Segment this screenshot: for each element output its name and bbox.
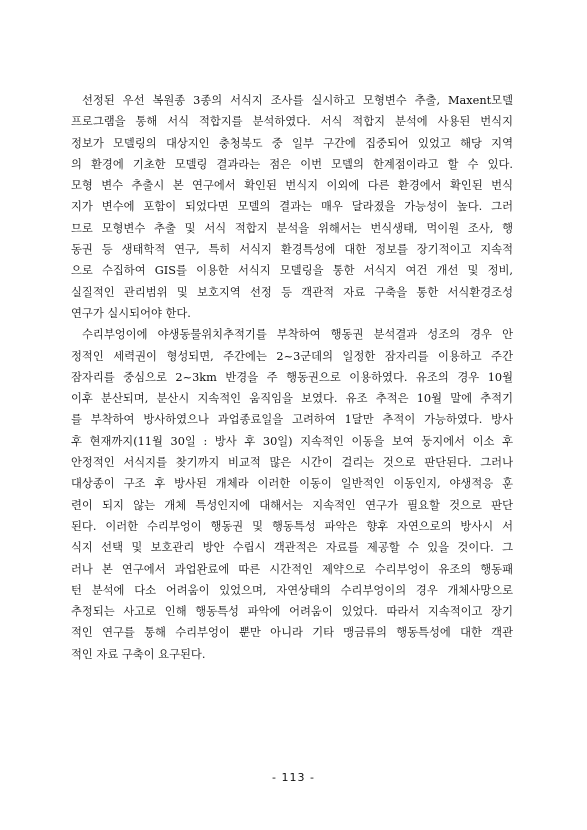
text-line: 대상종이 구조 후 방사된 개체라 이러한 이동이 일반적인 이동인지, 야생적응 훈	[71, 477, 513, 491]
text-line: 후 현재까지(11월 30일 : 방사 후 30일) 지속적인 이동을 보여 둥지에서 이소 후	[71, 434, 513, 448]
text-line: 이후 분산되며, 분산시 지속적인 움직임을 보였다. 유조 추적은 10월 말에 추적기	[71, 392, 513, 406]
text-line: 지가 변수에 포함이 되었다면 모델의 결과는 매우 달라졌을 가능성이 높다. 그러	[71, 200, 513, 214]
text-line: 식지 선택 및 보호관리 방안 수립시 객관적은 자료를 제공할 수 있을 것이다. 그	[71, 541, 513, 555]
text-line: 잠자리를 중심으로 2~3km 반경을 주 행동권으로 이용하였다. 유조의 경우 10월	[71, 370, 513, 384]
text-line: 연구가 실시되어야 한다.	[71, 306, 191, 320]
text-line: 련이 되지 않는 개체 특성인지에 대해서는 지속적인 연구가 필요할 것으로 판단	[71, 498, 513, 512]
body-text	[71, 90, 513, 665]
text-line: 추정되는 사고로 인해 행동특성 파악에 어려움이 있었다. 따라서 지속적이고 장기	[71, 605, 513, 619]
paragraph-habitat-modeling	[71, 90, 513, 324]
text-line: 실질적인 관리범위 및 보호지역 선정 등 객관적 자료 구축을 통한 서식환경조성	[71, 285, 513, 299]
text-line: 적인 자료 구축이 요구된다.	[71, 647, 206, 661]
text-line: 프로그램을 통해 서식 적합지를 분석하였다. 서식 적합지 분석에 사용된 번식지	[71, 115, 513, 129]
text-line: 된다. 이러한 수리부엉이 행동권 및 행동특성 파악은 향후 자연으로의 방사시 서	[71, 519, 513, 533]
text-line: 적인 연구를 통해 수리부엉이 뿐만 아니라 기타 맹금류의 행동특성에 대한 객관	[71, 626, 513, 640]
text-line: 정보가 모델링의 대상지인 충청북도 중 일부 구간에 집중되어 있었고 해당 지역	[71, 136, 513, 150]
text-line: 모형 변수 추출시 본 연구에서 확인된 번식지 이외에 다른 환경에서 확인된 번식	[71, 179, 513, 193]
text-line: 으로 수집하여 GIS를 이용한 서식지 모델링을 통한 서식지 여건 개선 및 정비,	[71, 264, 513, 278]
text-line: 므로 모형변수 추출 및 서식 적합지 분석을 위해서는 번식생태, 먹이원 조사, 행	[71, 221, 513, 235]
text-line: 의 환경에 기초한 모델링 결과라는 점은 이번 모델의 한계점이라고 할 수 있다.	[71, 157, 513, 171]
text-line: 정적인 세력권이 형성되면, 주간에는 2~3군데의 일정한 잠자리를 이용하고 주간	[71, 349, 513, 363]
text-line: 동권 등 생태학적 연구, 특히 서식지 환경특성에 대한 정보를 장기적이고 지속적	[71, 243, 513, 257]
text-line: 안정적인 서식지를 찾기까지 비교적 많은 시간이 걸리는 것으로 판단된다. 그러나	[71, 456, 513, 470]
text-line: 수리부엉이에 야생동물위치추적기를 부착하여 행동권 분석결과 성조의 경우 안	[82, 328, 513, 342]
paragraph-owl-tracking	[71, 324, 513, 665]
text-line: 턴 분석에 다소 어려움이 있었으며, 자연상태의 수리부엉이의 경우 개체사망으로	[71, 583, 513, 597]
text-line: 러나 본 연구에서 과업완료에 따른 시간적인 제약으로 수리부엉이 유조의 행동패	[71, 562, 513, 576]
text-line: 선정된 우선 복원종 3종의 서식지 조사를 실시하고 모형변수 추출, Maxent모델	[82, 94, 513, 107]
page-number: - 113 -	[272, 771, 315, 784]
text-line: 를 부착하여 방사하였으나 과업종료일을 고려하여 1달만 추적이 가능하였다. 방사	[71, 413, 513, 427]
